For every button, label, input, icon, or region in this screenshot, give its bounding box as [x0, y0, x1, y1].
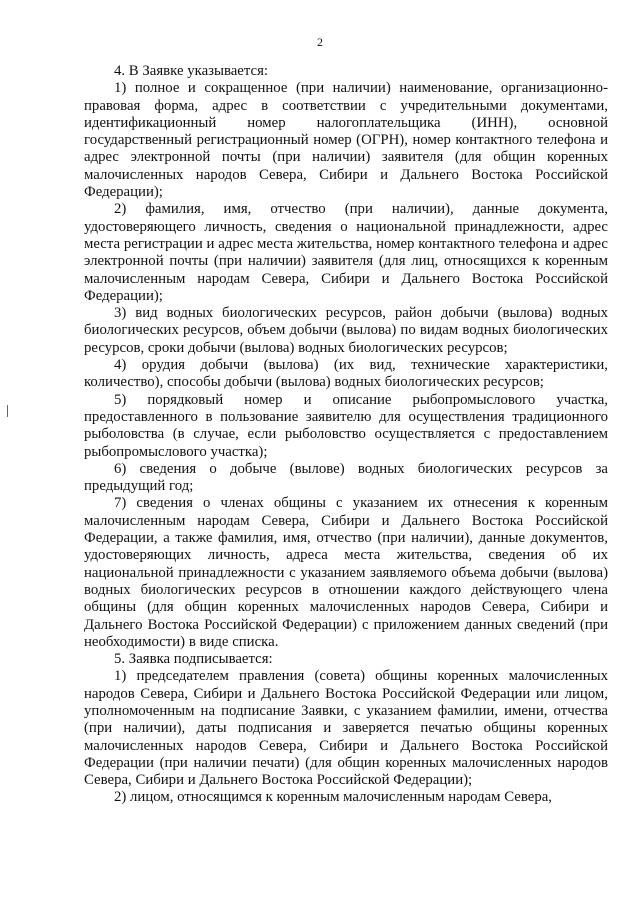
section-heading-5: 5. Заявка подписывается:	[114, 651, 273, 668]
section-heading-4: 4. В Заявке указывается:	[114, 63, 269, 79]
document-body	[84, 63, 608, 807]
list-item-5-2: 2) лицом, относящимся к коренным малочисленным народам Севера,	[114, 789, 552, 806]
list-item-4-3: 3) вид водных биологических ресурсов, район добычи (вылова) водных биологических ресурсов, объем добычи (вылова) по видам водных биологических ресурсов, сроки добычи (вылова) водных биологических ресурсов;	[84, 305, 608, 356]
list-item-4-2: 2) фамилия, имя, отчество (при наличии), данные документа, удостоверяющего личность, сведения о национальной принадлежности, адрес места регистрации и адрес места жительства, номер контактного телефона и адрес электронной почты (при наличии) заявителя (для лиц, относящихся к коренным малочисленным народам Севера, Сибири и Дальнего Востока Российской Федерации);	[84, 201, 608, 304]
list-item-5-1: 1) председателем правления (совета) общины коренных малочисленных народов Севера, Сибири и Дальнего Востока Российской Федерации или лицом, уполномоченным на подписание Заявки, с указанием фамилии, имени, отчества (при наличии), даты подписания и заверяется печатью общины коренных малочисленных народов Севера, Сибири и Дальнего Востока Российской Федерации (при наличии печати) (для общин коренных малочисленных народов Севера, Сибири и Дальнего Востока Российской Федерации);	[84, 668, 608, 789]
page-number: 2	[317, 35, 323, 49]
list-item-4-6: 6) сведения о добыче (вылове) водных биологических ресурсов за предыдущий год;	[84, 460, 608, 495]
list-item-4-7: 7) сведения о членах общины с указанием их отнесения к коренным малочисленным народам Севера, Сибири и Дальнего Востока Российской Федерации, а также фамилия, имя, отчество (при наличии), данные документов, удостоверяющих личность, адреса места жительства, сведения об их национальной принадлежности с указанием заявляемого объема добычи (вылова) водных биологических ресурсов в отношении каждого действующего члена общины (для общин коренных малочисленных народов Севера, Сибири и Дальнего Востока Российской Федерации) с приложением данных сведений (при необходимости) в виде списка.	[84, 495, 608, 650]
list-item-4-5: 5) порядковый номер и описание рыбопромыслового участка, предоставленного в пользование заявителю для осуществления традиционного рыболовства (в случае, если рыболовство осуществляется с предоставлением рыбопромыслового участка);	[84, 391, 608, 460]
list-item-4-1: 1) полное и сокращенное (при наличии) наименование, организационно-правовая форма, адрес в соответствии с учредительными документами, идентификационный номер налогоплательщика (ИНН), основной государственный регистрационный номер (ОГРН), номер контактного телефона и адрес электронной почты (при наличии) заявителя (для общин коренных малочисленных народов Севера, Сибири и Дальнего Востока Российской Федерации);	[84, 80, 608, 201]
list-item-4-4: 4) орудия добычи (вылова) (их вид, технические характеристики, количество), способы добычи (вылова) водных биологических ресурсов;	[84, 357, 608, 391]
scan-edge-mark	[7, 405, 8, 417]
